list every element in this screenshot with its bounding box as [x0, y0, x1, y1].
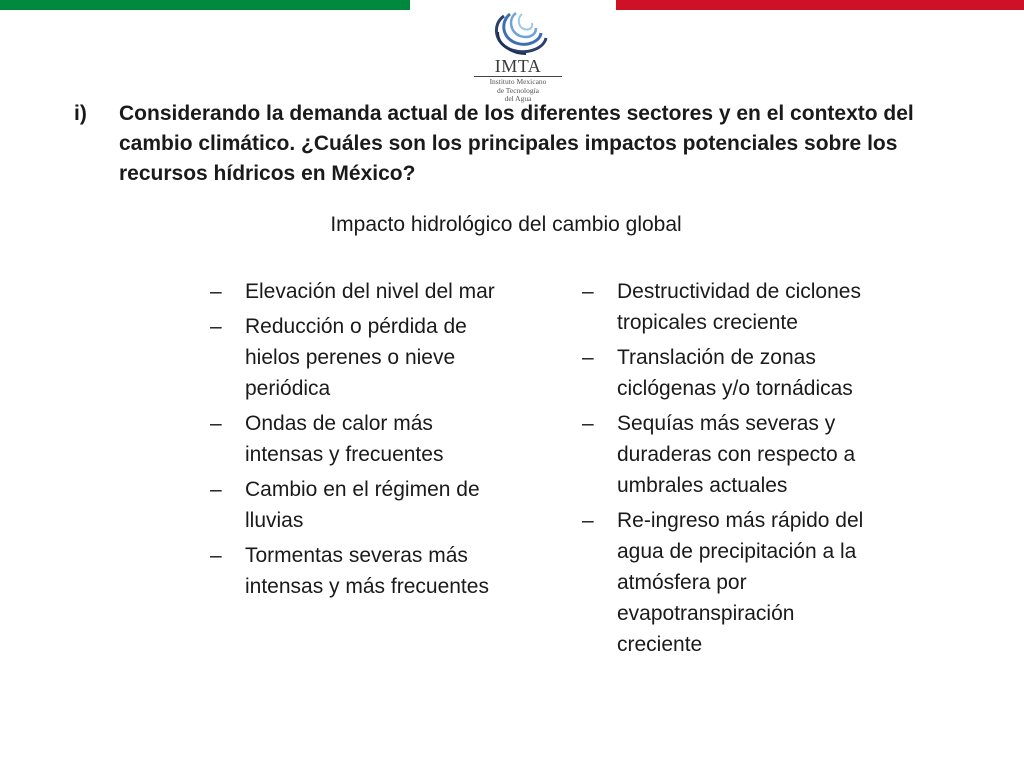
impact-item — [582, 505, 872, 660]
logo-name: IMTA — [494, 56, 542, 76]
impact-item — [210, 474, 510, 536]
bullet-dash: – — [582, 346, 594, 369]
impact-item — [210, 276, 510, 307]
impact-text: Translación de zonas ciclógenas y/o tornádicas — [617, 346, 853, 400]
bullet-dash: – — [210, 412, 222, 435]
flag-color-bar — [0, 0, 1024, 10]
bullet-dash: – — [582, 412, 594, 435]
impact-text: Ondas de calor más intensas y frecuentes — [245, 412, 444, 466]
imta-wave-icon — [484, 10, 550, 58]
question-number: i) — [74, 102, 87, 125]
impact-item — [582, 276, 872, 338]
impact-item — [210, 311, 510, 404]
logo-subtitle-line: del Agua — [504, 94, 532, 103]
impact-item — [210, 540, 510, 602]
flag-white-stripe — [410, 0, 616, 10]
logo-subtitle-line: de Tecnología — [496, 85, 540, 95]
bullet-dash: – — [210, 315, 222, 338]
imta-logo — [470, 10, 566, 103]
impact-item — [582, 408, 872, 501]
bullet-dash: – — [210, 478, 222, 501]
question-text: Considerando la demanda actual de los diferentes sectores y en el contexto del cambio climático. ¿Cuáles son los principales impactos potenciales sobre los recursos hídricos en México? — [119, 102, 914, 185]
bullet-dash: – — [210, 544, 222, 567]
logo-subtitle-line: Instituto Mexicano — [489, 77, 547, 86]
impact-list-left — [210, 276, 510, 606]
impact-item — [210, 408, 510, 470]
section-subtitle: Impacto hidrológico del cambio global — [330, 213, 682, 236]
impact-list-right — [582, 276, 872, 664]
impact-text: Cambio en el régimen de lluvias — [245, 478, 480, 532]
impact-item — [582, 342, 872, 404]
impact-text: Elevación del nivel del mar — [245, 280, 495, 303]
flag-red-stripe — [616, 0, 1024, 10]
bullet-dash: – — [210, 280, 222, 303]
impact-text: Re-ingreso más rápido del agua de precipitación a la atmósfera por evapotranspiración creciente — [617, 509, 864, 656]
impact-text: Destructividad de ciclones tropicales creciente — [617, 280, 861, 334]
impact-text: Reducción o pérdida de hielos perenes o nieve periódica — [245, 315, 467, 400]
flag-green-stripe — [0, 0, 410, 10]
impact-text: Tormentas severas más intensas y más frecuentes — [245, 544, 489, 598]
bullet-dash: – — [582, 280, 594, 303]
bullet-dash: – — [582, 509, 594, 532]
impact-text: Sequías más severas y duraderas con respecto a umbrales actuales — [617, 412, 856, 497]
